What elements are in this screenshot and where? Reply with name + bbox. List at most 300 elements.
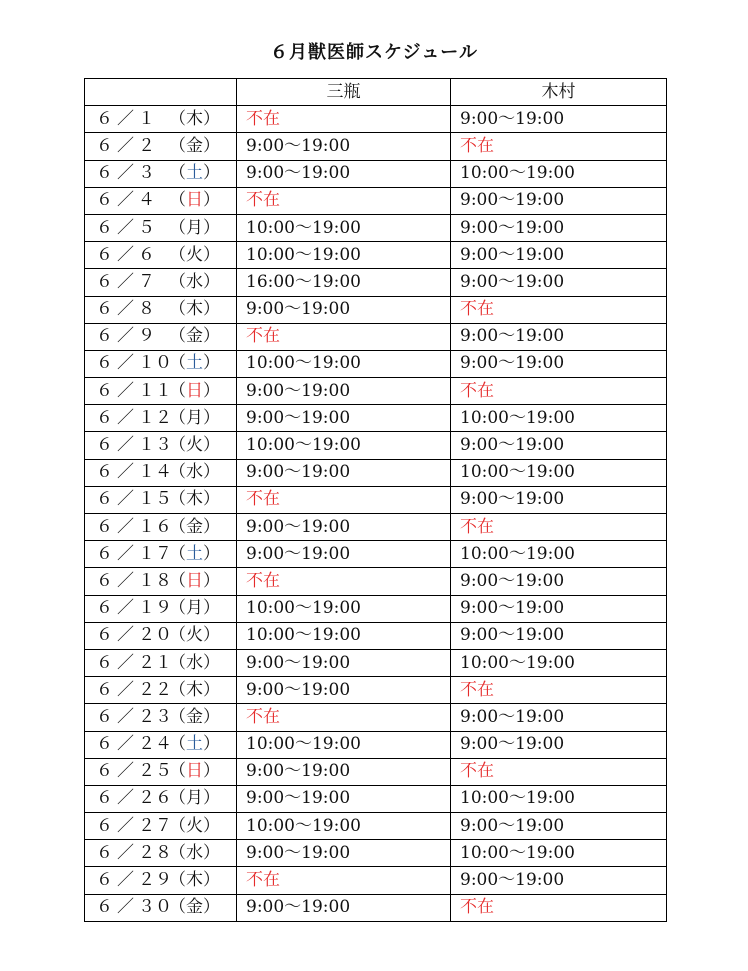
date-month: ６ xyxy=(96,407,113,428)
date-cell xyxy=(85,378,237,405)
date-separator: ／ xyxy=(117,271,134,292)
date-day: １８ xyxy=(138,570,172,591)
paren-close: ） xyxy=(203,842,220,863)
table-row xyxy=(85,813,667,840)
sanpei-cell: 9:00〜19:00 xyxy=(237,296,451,323)
date-separator: ／ xyxy=(117,489,134,510)
date-weekday xyxy=(169,244,220,265)
kimura-cell: 10:00〜19:00 xyxy=(451,840,667,867)
weekday-char: 火 xyxy=(186,625,203,646)
header-kimura: 木村 xyxy=(451,79,667,106)
date-separator: ／ xyxy=(117,652,134,673)
paren-close: ） xyxy=(203,135,220,156)
kimura-cell: 9:00〜19:00 xyxy=(451,867,667,894)
table-row xyxy=(85,785,667,812)
paren-open: （ xyxy=(169,353,186,374)
date-separator: ／ xyxy=(117,897,134,918)
date-separator: ／ xyxy=(117,706,134,727)
date-day: １０ xyxy=(138,353,172,374)
date-day: １３ xyxy=(138,435,172,456)
date-cell xyxy=(85,541,237,568)
date-day: ２５ xyxy=(138,761,172,782)
date-cell xyxy=(85,214,237,241)
date-cell xyxy=(85,269,237,296)
sanpei-cell: 9:00〜19:00 xyxy=(237,160,451,187)
date-weekday xyxy=(169,437,220,454)
date-cell xyxy=(85,704,237,731)
kimura-cell: 9:00〜19:00 xyxy=(451,622,667,649)
date-separator: ／ xyxy=(117,135,134,156)
sanpei-cell: 9:00〜19:00 xyxy=(237,649,451,676)
date-cell xyxy=(85,459,237,486)
kimura-cell: 9:00〜19:00 xyxy=(451,432,667,459)
date-weekday xyxy=(169,380,220,401)
paren-close: ） xyxy=(203,435,220,456)
page-title: ６月獣医師スケジュール xyxy=(270,42,478,63)
date-day: ２６ xyxy=(138,788,172,809)
date-separator: ／ xyxy=(117,625,134,646)
paren-close: ） xyxy=(203,190,220,211)
paren-open: （ xyxy=(169,163,186,184)
date-cell xyxy=(85,867,237,894)
sanpei-cell: 9:00〜19:00 xyxy=(237,785,451,812)
date-cell xyxy=(85,242,237,269)
sanpei-cell: 9:00〜19:00 xyxy=(237,378,451,405)
sanpei-cell: 10:00〜19:00 xyxy=(237,622,451,649)
date-day: ３０ xyxy=(138,897,172,918)
date-cell xyxy=(85,133,237,160)
date-weekday xyxy=(169,679,220,700)
table-row xyxy=(85,514,667,541)
date-weekday xyxy=(169,135,220,156)
header-date xyxy=(85,79,237,106)
date-month: ６ xyxy=(96,244,113,265)
paren-open: （ xyxy=(169,625,186,646)
date-separator: ／ xyxy=(117,326,134,347)
date-month: ６ xyxy=(96,299,113,320)
paren-close: ） xyxy=(203,244,220,265)
date-weekday xyxy=(169,464,220,481)
weekday-char: 火 xyxy=(186,244,203,265)
paren-open: （ xyxy=(169,135,186,156)
date-separator: ／ xyxy=(117,761,134,782)
date-day: ２８ xyxy=(138,842,172,863)
sanpei-cell: 16:00〜19:00 xyxy=(237,269,451,296)
table-row xyxy=(85,541,667,568)
date-day: ２３ xyxy=(138,706,172,727)
date-separator: ／ xyxy=(117,815,134,836)
sanpei-cell: 9:00〜19:00 xyxy=(237,894,451,921)
weekday-char: 水 xyxy=(186,462,203,483)
paren-open: （ xyxy=(169,299,186,320)
sanpei-cell: 10:00〜19:00 xyxy=(237,432,451,459)
sanpei-cell: 10:00〜19:00 xyxy=(237,242,451,269)
kimura-cell: 9:00〜19:00 xyxy=(451,731,667,758)
date-cell xyxy=(85,296,237,323)
paren-open: （ xyxy=(169,489,186,510)
date-separator: ／ xyxy=(117,407,134,428)
kimura-cell: 9:00〜19:00 xyxy=(451,704,667,731)
date-separator: ／ xyxy=(117,570,134,591)
weekday-char: 金 xyxy=(186,706,203,727)
date-month: ６ xyxy=(96,842,113,863)
date-weekday xyxy=(169,627,220,644)
date-separator: ／ xyxy=(117,217,134,238)
paren-open: （ xyxy=(169,734,186,755)
sanpei-cell: 9:00〜19:00 xyxy=(237,677,451,704)
table-row xyxy=(85,378,667,405)
date-separator: ／ xyxy=(117,516,134,537)
date-month: ６ xyxy=(96,108,113,129)
date-month: ６ xyxy=(96,190,113,211)
date-weekday xyxy=(169,328,220,345)
date-day: １５ xyxy=(138,489,172,510)
paren-close: ） xyxy=(203,326,220,347)
table-row xyxy=(85,486,667,513)
date-weekday xyxy=(169,355,220,372)
header-row xyxy=(85,79,667,106)
paren-close: ） xyxy=(203,652,220,673)
paren-close: ） xyxy=(203,761,220,782)
date-separator: ／ xyxy=(117,299,134,320)
kimura-cell: 不在 xyxy=(451,677,667,704)
weekday-char: 土 xyxy=(186,543,203,564)
date-day: ８ xyxy=(138,299,155,320)
date-weekday xyxy=(169,706,220,727)
sanpei-cell: 10:00〜19:00 xyxy=(237,813,451,840)
paren-open: （ xyxy=(169,407,186,428)
table-row xyxy=(85,731,667,758)
kimura-cell: 9:00〜19:00 xyxy=(451,242,667,269)
paren-close: ） xyxy=(203,706,220,727)
table-row xyxy=(85,622,667,649)
date-cell xyxy=(85,486,237,513)
date-separator: ／ xyxy=(117,435,134,456)
weekday-char: 木 xyxy=(186,108,203,129)
paren-open: （ xyxy=(169,435,186,456)
date-cell xyxy=(85,106,237,133)
date-month: ６ xyxy=(96,570,113,591)
table-row xyxy=(85,296,667,323)
date-day: ２２ xyxy=(138,679,172,700)
paren-close: ） xyxy=(203,108,220,129)
weekday-char: 日 xyxy=(186,761,203,782)
kimura-cell: 不在 xyxy=(451,378,667,405)
paren-open: （ xyxy=(169,380,186,401)
date-weekday xyxy=(169,815,220,836)
paren-close: ） xyxy=(203,897,220,918)
date-separator: ／ xyxy=(117,842,134,863)
date-cell xyxy=(85,731,237,758)
sanpei-cell: 9:00〜19:00 xyxy=(237,541,451,568)
sanpei-cell: 9:00〜19:00 xyxy=(237,459,451,486)
date-day: １ xyxy=(138,108,155,129)
date-month: ６ xyxy=(96,706,113,727)
kimura-cell: 9:00〜19:00 xyxy=(451,813,667,840)
kimura-cell: 10:00〜19:00 xyxy=(451,649,667,676)
date-day: ２ xyxy=(138,135,155,156)
kimura-cell: 不在 xyxy=(451,514,667,541)
paren-close: ） xyxy=(203,788,220,809)
kimura-cell: 10:00〜19:00 xyxy=(451,160,667,187)
date-cell xyxy=(85,187,237,214)
paren-close: ） xyxy=(203,679,220,700)
sanpei-cell: 不在 xyxy=(237,704,451,731)
table-row xyxy=(85,677,667,704)
paren-open: （ xyxy=(169,897,186,918)
table-row xyxy=(85,160,667,187)
date-day: １７ xyxy=(138,543,172,564)
date-month: ６ xyxy=(96,163,113,184)
date-separator: ／ xyxy=(117,870,134,891)
paren-open: （ xyxy=(169,462,186,483)
weekday-char: 水 xyxy=(186,652,203,673)
sanpei-cell: 9:00〜19:00 xyxy=(237,840,451,867)
date-cell xyxy=(85,622,237,649)
date-weekday xyxy=(169,600,220,617)
date-cell xyxy=(85,568,237,595)
table-row xyxy=(85,106,667,133)
kimura-cell: 10:00〜19:00 xyxy=(451,459,667,486)
weekday-char: 木 xyxy=(186,870,203,891)
kimura-cell: 10:00〜19:00 xyxy=(451,785,667,812)
date-day: １９ xyxy=(138,598,172,619)
kimura-cell: 不在 xyxy=(451,758,667,785)
weekday-char: 火 xyxy=(186,815,203,836)
date-month: ６ xyxy=(96,435,113,456)
weekday-char: 木 xyxy=(186,489,203,510)
date-month: ６ xyxy=(96,489,113,510)
table-row xyxy=(85,649,667,676)
paren-open: （ xyxy=(169,190,186,211)
date-separator: ／ xyxy=(117,598,134,619)
table-row xyxy=(85,894,667,921)
date-cell xyxy=(85,840,237,867)
paren-close: ） xyxy=(203,380,220,401)
date-month: ６ xyxy=(96,679,113,700)
table-row xyxy=(85,214,667,241)
date-month: ６ xyxy=(96,380,113,401)
sanpei-cell: 10:00〜19:00 xyxy=(237,731,451,758)
weekday-char: 土 xyxy=(186,734,203,755)
paren-close: ） xyxy=(203,870,220,891)
date-weekday xyxy=(169,736,220,753)
date-month: ６ xyxy=(96,815,113,836)
date-cell xyxy=(85,160,237,187)
paren-close: ） xyxy=(203,353,220,374)
date-day: ９ xyxy=(138,326,155,347)
weekday-char: 水 xyxy=(186,271,203,292)
date-day: １１ xyxy=(138,380,172,401)
date-month: ６ xyxy=(96,598,113,619)
date-weekday xyxy=(169,491,220,508)
paren-open: （ xyxy=(169,271,186,292)
date-weekday xyxy=(169,165,220,182)
paren-close: ） xyxy=(203,570,220,591)
weekday-char: 金 xyxy=(186,135,203,156)
date-separator: ／ xyxy=(117,734,134,755)
kimura-cell: 9:00〜19:00 xyxy=(451,323,667,350)
date-month: ６ xyxy=(96,788,113,809)
date-day: ３ xyxy=(138,163,155,184)
weekday-char: 日 xyxy=(186,570,203,591)
date-weekday xyxy=(169,108,220,129)
date-day: １２ xyxy=(138,407,172,428)
weekday-char: 金 xyxy=(186,897,203,918)
date-month: ６ xyxy=(96,870,113,891)
table-row xyxy=(85,758,667,785)
date-day: ６ xyxy=(138,244,155,265)
date-weekday xyxy=(169,842,220,863)
table-row xyxy=(85,350,667,377)
date-month: ６ xyxy=(96,625,113,646)
sanpei-cell: 10:00〜19:00 xyxy=(237,595,451,622)
sanpei-cell: 10:00〜19:00 xyxy=(237,214,451,241)
paren-open: （ xyxy=(169,842,186,863)
schedule-rows xyxy=(85,106,667,922)
paren-close: ） xyxy=(203,543,220,564)
paren-open: （ xyxy=(169,652,186,673)
weekday-char: 火 xyxy=(186,435,203,456)
date-cell xyxy=(85,323,237,350)
paren-open: （ xyxy=(169,108,186,129)
date-separator: ／ xyxy=(117,190,134,211)
date-cell xyxy=(85,432,237,459)
date-separator: ／ xyxy=(117,380,134,401)
paren-close: ） xyxy=(203,163,220,184)
paren-close: ） xyxy=(203,516,220,537)
date-separator: ／ xyxy=(117,543,134,564)
table-row xyxy=(85,568,667,595)
paren-open: （ xyxy=(169,679,186,700)
date-weekday xyxy=(169,899,220,916)
sanpei-cell: 不在 xyxy=(237,568,451,595)
weekday-char: 土 xyxy=(186,353,203,374)
kimura-cell: 9:00〜19:00 xyxy=(451,106,667,133)
paren-open: （ xyxy=(169,244,186,265)
table-row xyxy=(85,187,667,214)
paren-close: ） xyxy=(203,815,220,836)
date-weekday xyxy=(169,407,220,428)
sanpei-cell: 不在 xyxy=(237,486,451,513)
date-month: ６ xyxy=(96,271,113,292)
date-month: ６ xyxy=(96,217,113,238)
date-cell xyxy=(85,894,237,921)
date-separator: ／ xyxy=(117,679,134,700)
paren-open: （ xyxy=(169,326,186,347)
date-day: １４ xyxy=(138,462,172,483)
date-month: ６ xyxy=(96,652,113,673)
date-separator: ／ xyxy=(117,244,134,265)
sanpei-cell: 9:00〜19:00 xyxy=(237,758,451,785)
date-cell xyxy=(85,813,237,840)
weekday-char: 日 xyxy=(186,190,203,211)
table-row xyxy=(85,323,667,350)
table-row xyxy=(85,867,667,894)
kimura-cell: 9:00〜19:00 xyxy=(451,187,667,214)
weekday-char: 土 xyxy=(186,163,203,184)
date-weekday xyxy=(169,570,220,591)
date-day: ２４ xyxy=(138,734,172,755)
date-weekday xyxy=(169,217,220,238)
date-month: ６ xyxy=(96,326,113,347)
paren-close: ） xyxy=(203,271,220,292)
date-cell xyxy=(85,405,237,432)
paren-open: （ xyxy=(169,788,186,809)
weekday-char: 月 xyxy=(186,598,203,619)
weekday-char: 木 xyxy=(186,679,203,700)
weekday-char: 金 xyxy=(186,516,203,537)
date-separator: ／ xyxy=(117,462,134,483)
date-weekday xyxy=(169,271,220,292)
paren-open: （ xyxy=(169,706,186,727)
date-cell xyxy=(85,350,237,377)
sanpei-cell: 9:00〜19:00 xyxy=(237,514,451,541)
sanpei-cell: 不在 xyxy=(237,187,451,214)
date-month: ６ xyxy=(96,543,113,564)
kimura-cell: 不在 xyxy=(451,133,667,160)
date-weekday xyxy=(169,790,220,807)
kimura-cell: 9:00〜19:00 xyxy=(451,350,667,377)
date-day: ２０ xyxy=(138,625,172,646)
date-cell xyxy=(85,677,237,704)
kimura-cell: 9:00〜19:00 xyxy=(451,595,667,622)
paren-open: （ xyxy=(169,217,186,238)
kimura-cell: 10:00〜19:00 xyxy=(451,541,667,568)
paren-close: ） xyxy=(203,598,220,619)
weekday-char: 日 xyxy=(186,380,203,401)
date-separator: ／ xyxy=(117,788,134,809)
table-row xyxy=(85,133,667,160)
paren-open: （ xyxy=(169,516,186,537)
table-row xyxy=(85,269,667,296)
kimura-cell: 9:00〜19:00 xyxy=(451,486,667,513)
table-row xyxy=(85,595,667,622)
paren-close: ） xyxy=(203,625,220,646)
date-month: ６ xyxy=(96,516,113,537)
kimura-cell: 不在 xyxy=(451,894,667,921)
date-day: １６ xyxy=(138,516,172,537)
date-weekday xyxy=(169,516,220,537)
date-day: ４ xyxy=(138,190,155,211)
date-month: ６ xyxy=(96,462,113,483)
date-day: ２７ xyxy=(138,815,172,836)
date-month: ６ xyxy=(96,897,113,918)
paren-open: （ xyxy=(169,761,186,782)
table-row xyxy=(85,242,667,269)
date-month: ６ xyxy=(96,135,113,156)
kimura-cell: 9:00〜19:00 xyxy=(451,214,667,241)
sanpei-cell: 不在 xyxy=(237,867,451,894)
date-weekday xyxy=(169,872,220,889)
date-separator: ／ xyxy=(117,163,134,184)
date-cell xyxy=(85,785,237,812)
header-sanpei: 三瓶 xyxy=(237,79,451,106)
paren-open: （ xyxy=(169,870,186,891)
paren-open: （ xyxy=(169,570,186,591)
date-weekday xyxy=(169,652,220,673)
weekday-char: 木 xyxy=(186,299,203,320)
paren-close: ） xyxy=(203,734,220,755)
paren-open: （ xyxy=(169,815,186,836)
paren-close: ） xyxy=(203,299,220,320)
table-row xyxy=(85,840,667,867)
weekday-char: 水 xyxy=(186,842,203,863)
paren-close: ） xyxy=(203,407,220,428)
kimura-cell: 9:00〜19:00 xyxy=(451,568,667,595)
weekday-char: 月 xyxy=(186,407,203,428)
sanpei-cell: 9:00〜19:00 xyxy=(237,133,451,160)
